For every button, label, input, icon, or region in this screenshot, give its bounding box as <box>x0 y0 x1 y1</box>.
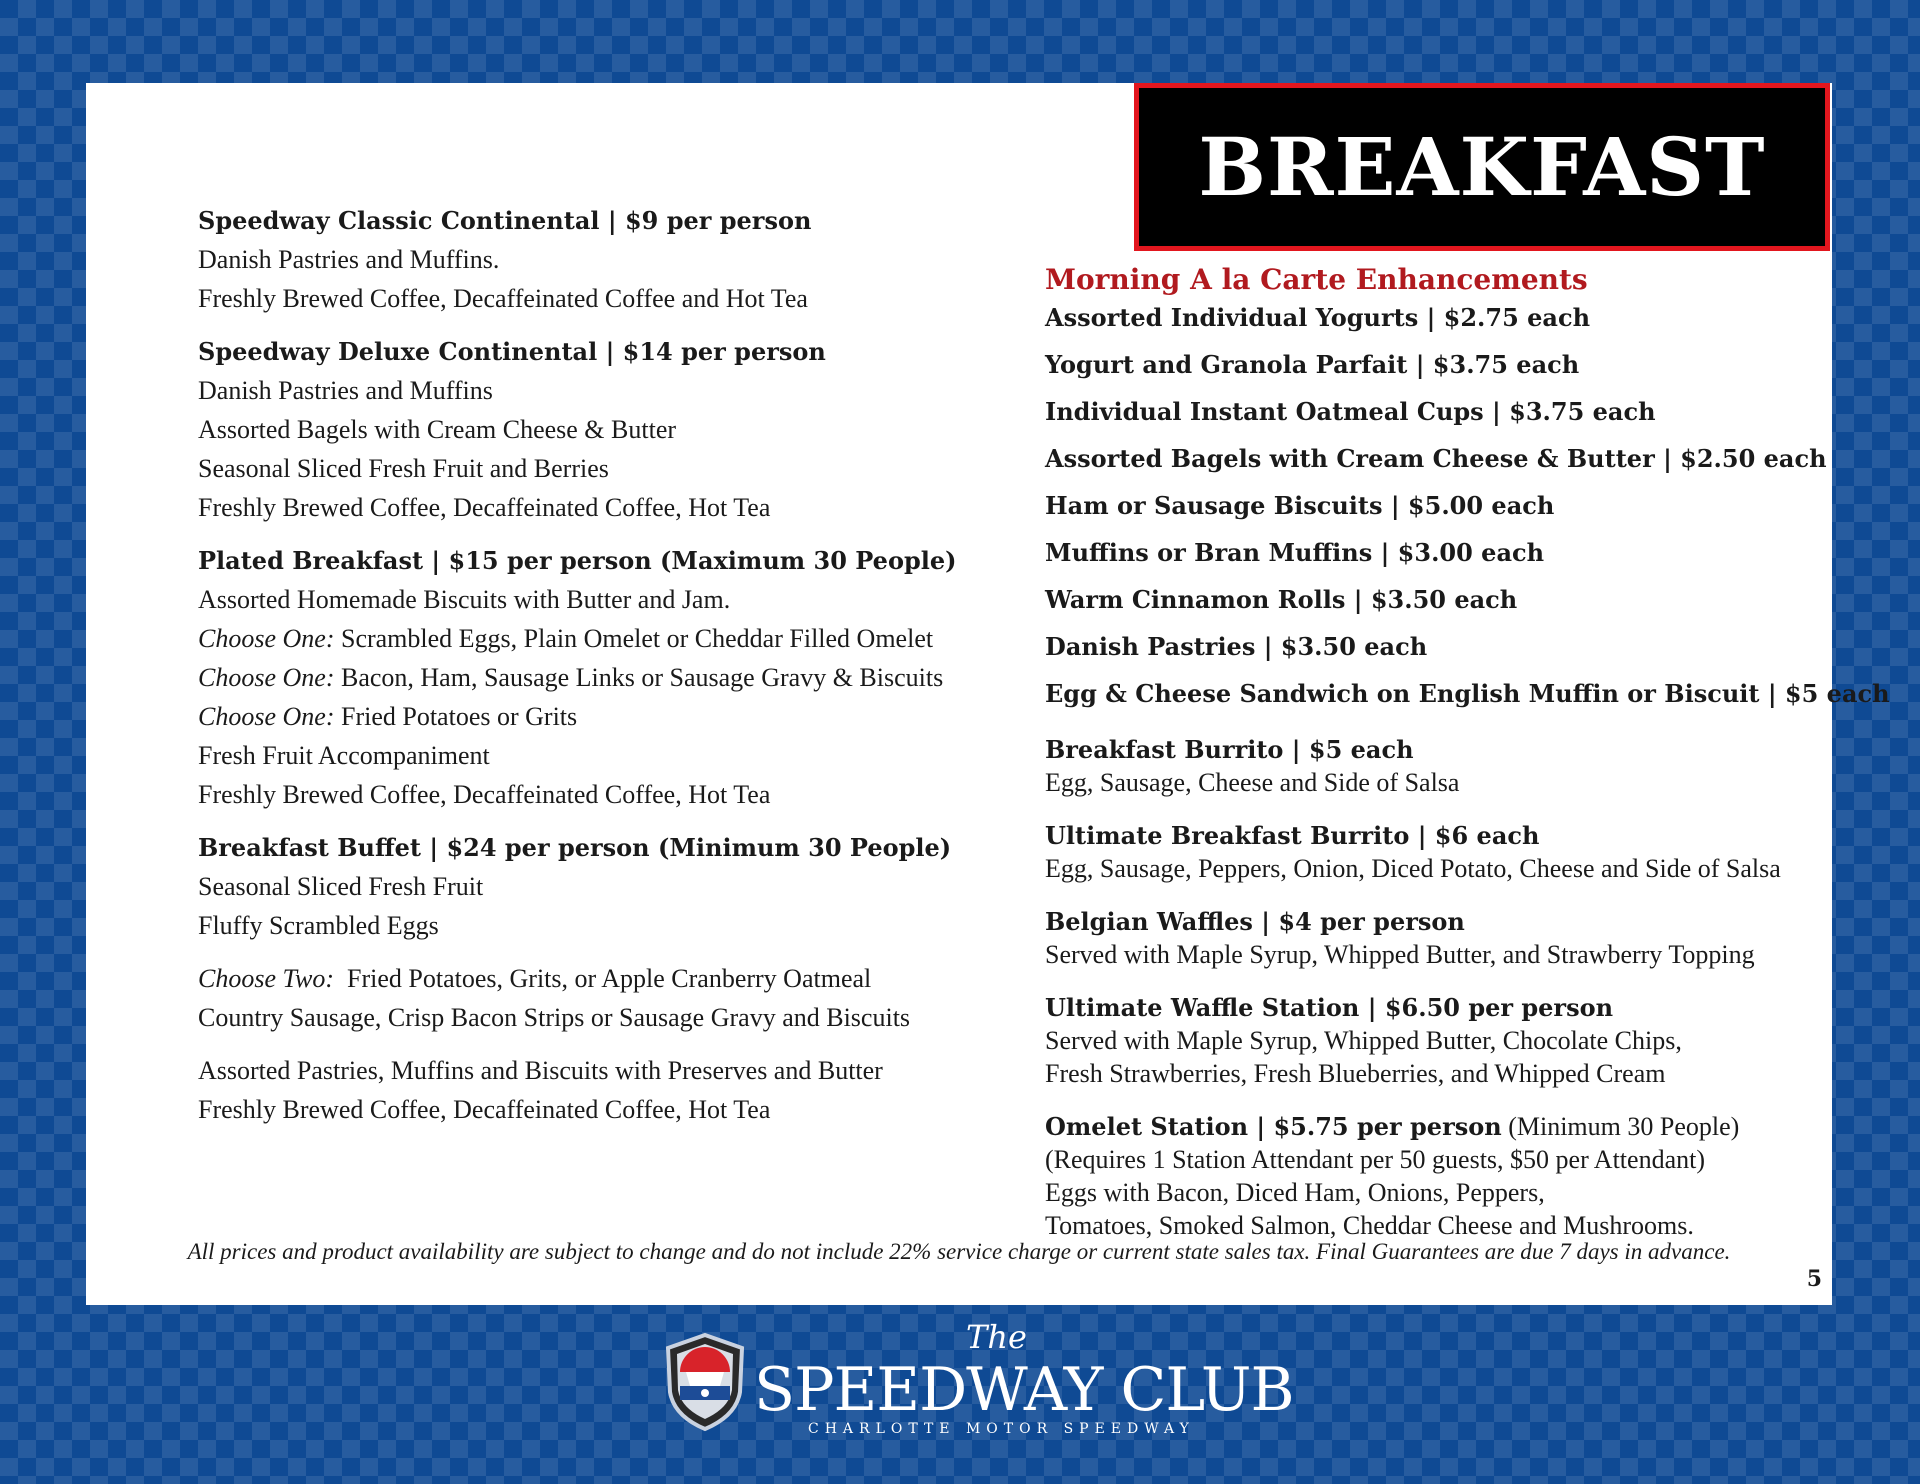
station-section <box>1045 819 1905 885</box>
station-heading: Omelet Station | $5.75 per person <box>1045 1112 1502 1141</box>
choice-text: Bacon, Ham, Sausage Links or Sausage Gravy & Biscuits <box>340 663 944 692</box>
speedway-club-logo <box>660 1318 1294 1450</box>
shield-icon <box>662 1332 748 1432</box>
left-column <box>198 201 998 1129</box>
choose-label: Choose One: <box>198 663 335 692</box>
title-banner <box>1134 83 1830 251</box>
station-line: Tomatoes, Smoked Salmon, Cheddar Cheese and Mushrooms. <box>1045 1211 1694 1240</box>
package-line: Danish Pastries and Muffins. <box>198 245 500 274</box>
page-title: BREAKFAST <box>1198 120 1766 214</box>
package-line: Freshly Brewed Coffee, Decaffeinated Coffee, Hot Tea <box>198 1095 771 1124</box>
package-choice <box>198 697 998 736</box>
pricing-disclaimer: All prices and product availability are subject to change and do not include 22% service charge or current state sales tax. Final Guarantees are due 7 days in advance. <box>187 1239 1731 1264</box>
package-choice <box>198 959 998 998</box>
station-line: Egg, Sausage, Cheese and Side of Salsa <box>1045 768 1460 797</box>
station-heading-note: (Minimum 30 People) <box>1501 1112 1740 1141</box>
package-heading: Breakfast Buffet | $24 per person (Minimum 30 People) <box>198 833 952 862</box>
menu-package <box>198 332 998 527</box>
station-heading: Belgian Waffles | $4 per person <box>1045 907 1465 936</box>
choice-text: Scrambled Eggs, Plain Omelet or Cheddar Filled Omelet <box>340 624 934 653</box>
a-la-carte-item: Yogurt and Granola Parfait | $3.75 each <box>1045 350 1580 379</box>
package-line: Country Sausage, Crisp Bacon Strips or Sausage Gravy and Biscuits <box>198 1003 911 1032</box>
package-line: Fluffy Scrambled Eggs <box>198 911 439 940</box>
choose-label: Choose Two: <box>198 964 335 993</box>
station-line: Egg, Sausage, Peppers, Onion, Diced Potato, Cheese and Side of Salsa <box>1045 854 1781 883</box>
station-line: Fresh Strawberries, Fresh Blueberries, and Whipped Cream <box>1045 1059 1666 1088</box>
package-line: Freshly Brewed Coffee, Decaffeinated Coffee, Hot Tea <box>198 780 771 809</box>
logo-the: The <box>966 1318 1027 1356</box>
station-heading: Ultimate Breakfast Burrito | $6 each <box>1045 821 1540 850</box>
station-line: Served with Maple Syrup, Whipped Butter, and Strawberry Topping <box>1045 940 1755 969</box>
station-heading: Ultimate Waffle Station | $6.50 per person <box>1045 993 1614 1022</box>
menu-package <box>198 201 998 318</box>
choice-text: Fried Potatoes, Grits, or Apple Cranberry Oatmeal <box>347 964 872 993</box>
package-line: Freshly Brewed Coffee, Decaffeinated Coffee, Hot Tea <box>198 493 771 522</box>
a-la-carte-item: Individual Instant Oatmeal Cups | $3.75 each <box>1045 397 1656 426</box>
package-line: Danish Pastries and Muffins <box>198 376 493 405</box>
a-la-carte-item: Assorted Individual Yogurts | $2.75 each <box>1045 303 1591 332</box>
a-la-carte-item: Warm Cinnamon Rolls | $3.50 each <box>1045 585 1518 614</box>
station-section <box>1045 733 1905 799</box>
choose-label: Choose One: <box>198 624 335 653</box>
a-la-carte-item: Muffins or Bran Muffins | $3.00 each <box>1045 538 1545 567</box>
package-heading: Speedway Classic Continental | $9 per person <box>198 206 812 235</box>
menu-package <box>198 828 998 1129</box>
station-heading-row <box>1045 1110 1905 1143</box>
a-la-carte-item: Ham or Sausage Biscuits | $5.00 each <box>1045 491 1555 520</box>
station-line: Eggs with Bacon, Diced Ham, Onions, Peppers, <box>1045 1178 1545 1207</box>
right-column <box>1045 261 1905 1242</box>
station-section <box>1045 905 1905 971</box>
logo-subtitle: CHARLOTTE MOTOR SPEEDWAY <box>808 1421 1195 1437</box>
package-line: Seasonal Sliced Fresh Fruit <box>198 872 484 901</box>
a-la-carte-item: Assorted Bagels with Cream Cheese & Butter | $2.50 each <box>1045 444 1827 473</box>
package-line: Assorted Pastries, Muffins and Biscuits with Preserves and Butter <box>198 1056 883 1085</box>
logo-name: SPEEDWAY CLUB <box>754 1355 1294 1425</box>
package-line: Assorted Homemade Biscuits with Butter and Jam. <box>198 585 731 614</box>
package-line: Fresh Fruit Accompaniment <box>198 741 490 770</box>
station-heading: Breakfast Burrito | $5 each <box>1045 735 1414 764</box>
station-line: Served with Maple Syrup, Whipped Butter, Chocolate Chips, <box>1045 1026 1682 1055</box>
menu-page <box>86 83 1890 1305</box>
station-section <box>1045 991 1905 1090</box>
package-heading: Plated Breakfast | $15 per person (Maximum 30 People) <box>198 546 957 575</box>
a-la-carte-item: Danish Pastries | $3.50 each <box>1045 632 1428 661</box>
menu-package <box>198 541 998 814</box>
section-title: Morning A la Carte Enhancements <box>1045 263 1588 296</box>
a-la-carte-item: Egg & Cheese Sandwich on English Muffin or Biscuit | $5 each <box>1045 679 1890 708</box>
package-line: Freshly Brewed Coffee, Decaffeinated Coffee and Hot Tea <box>198 284 808 313</box>
choice-text: Fried Potatoes or Grits <box>340 702 578 731</box>
page-number: 5 <box>1806 1266 1822 1292</box>
package-heading: Speedway Deluxe Continental | $14 per person <box>198 337 826 366</box>
package-choice <box>198 619 998 658</box>
station-section <box>1045 1110 1905 1242</box>
package-line: Assorted Bagels with Cream Cheese & Butter <box>198 415 677 444</box>
package-line: Seasonal Sliced Fresh Fruit and Berries <box>198 454 609 483</box>
choose-label: Choose One: <box>198 702 335 731</box>
station-line: (Requires 1 Station Attendant per 50 guests, $50 per Attendant) <box>1045 1145 1705 1174</box>
package-choice <box>198 658 998 697</box>
